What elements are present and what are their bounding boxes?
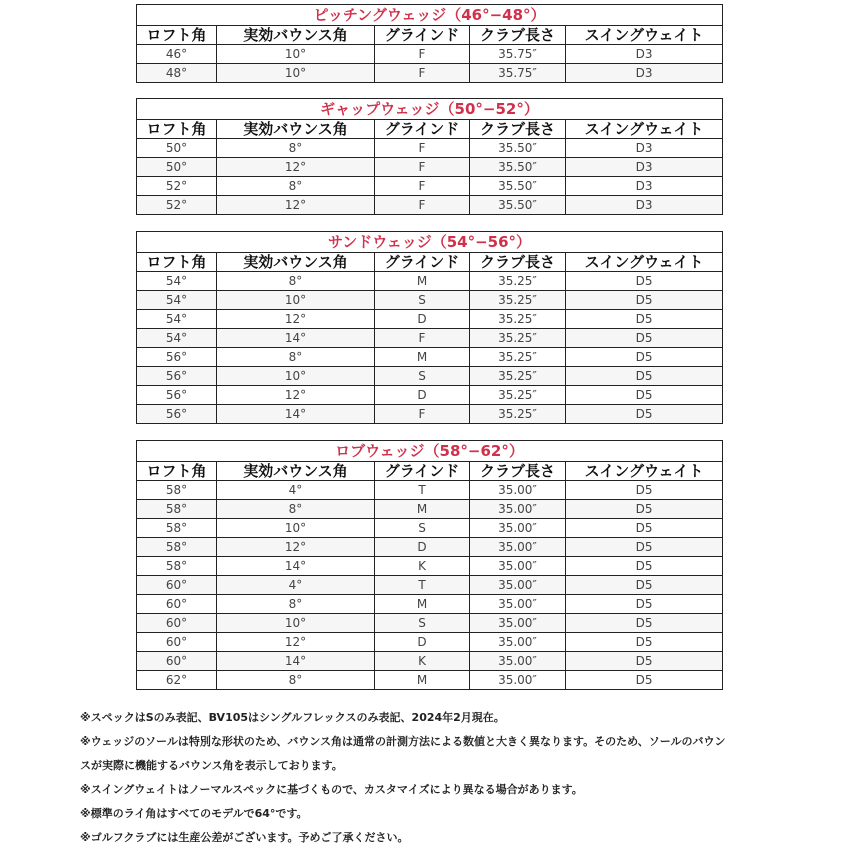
- header-swing-weight: スイングウェイト: [566, 253, 723, 272]
- cell-bounce-angle: 14°: [217, 405, 375, 424]
- header-loft-angle: ロフト角: [137, 26, 217, 45]
- pitching-wedge-spec-table: [136, 4, 722, 83]
- cell-grind: F: [375, 139, 470, 158]
- cell-loft-angle: 58°: [137, 500, 217, 519]
- cell-bounce-angle: 14°: [217, 557, 375, 576]
- table-row: [137, 310, 723, 329]
- cell-loft-angle: 58°: [137, 519, 217, 538]
- header-club-length: クラブ長さ: [470, 462, 566, 481]
- cell-loft-angle: 54°: [137, 329, 217, 348]
- cell-bounce-angle: 12°: [217, 158, 375, 177]
- cell-bounce-angle: 10°: [217, 291, 375, 310]
- cell-grind: T: [375, 481, 470, 500]
- cell-grind: D: [375, 538, 470, 557]
- cell-swing-weight: D3: [566, 177, 723, 196]
- cell-club-length: 35.25″: [470, 272, 566, 291]
- cell-bounce-angle: 8°: [217, 500, 375, 519]
- gap-wedge-spec-table: [136, 98, 722, 215]
- cell-swing-weight: D3: [566, 196, 723, 215]
- table-row: [137, 538, 723, 557]
- cell-club-length: 35.00″: [470, 538, 566, 557]
- header-swing-weight: スイングウェイト: [566, 462, 723, 481]
- cell-club-length: 35.50″: [470, 196, 566, 215]
- cell-grind: F: [375, 177, 470, 196]
- header-loft-angle: ロフト角: [137, 462, 217, 481]
- table-row: [137, 291, 723, 310]
- header-grind: グラインド: [375, 26, 470, 45]
- cell-club-length: 35.25″: [470, 310, 566, 329]
- table-row: [137, 633, 723, 652]
- cell-bounce-angle: 4°: [217, 481, 375, 500]
- note-swing-weight: ※スイングウェイトはノーマルスペックに基づくもので、カスタマイズにより異なる場合があります。: [80, 783, 583, 796]
- table-row: [137, 329, 723, 348]
- cell-grind: D: [375, 310, 470, 329]
- table-row: [137, 139, 723, 158]
- cell-club-length: 35.75″: [470, 64, 566, 83]
- lob-wedge-spec-table: [136, 440, 722, 690]
- cell-swing-weight: D5: [566, 576, 723, 595]
- cell-loft-angle: 52°: [137, 196, 217, 215]
- table-header-row: [137, 462, 723, 481]
- cell-bounce-angle: 4°: [217, 576, 375, 595]
- cell-loft-angle: 56°: [137, 386, 217, 405]
- cell-club-length: 35.25″: [470, 348, 566, 367]
- table-header-row: [137, 120, 723, 139]
- cell-club-length: 35.75″: [470, 45, 566, 64]
- note-bounce-angle: ※ウェッジのソールは特別な形状のため、バウンス角は通常の計測方法による数値と大きく異なります。そのため、ソールのバウン: [80, 735, 726, 748]
- table-title: ロブウェッジ（58°−62°）: [137, 441, 723, 462]
- note-lie-angle: ※標準のライ角はすべてのモデルで64°です。: [80, 807, 308, 820]
- table-header-row: [137, 26, 723, 45]
- header-bounce-angle: 実効バウンス角: [217, 253, 375, 272]
- cell-bounce-angle: 8°: [217, 177, 375, 196]
- note-spec-basis: ※スペックはSのみ表記、BV105はシングルフレックスのみ表記、2024年2月現在。: [80, 711, 505, 724]
- cell-club-length: 35.00″: [470, 557, 566, 576]
- header-swing-weight: スイングウェイト: [566, 120, 723, 139]
- cell-club-length: 35.25″: [470, 386, 566, 405]
- cell-grind: D: [375, 386, 470, 405]
- cell-loft-angle: 56°: [137, 367, 217, 386]
- sand-wedge-spec-table: [136, 231, 722, 424]
- cell-bounce-angle: 12°: [217, 310, 375, 329]
- cell-bounce-angle: 10°: [217, 367, 375, 386]
- cell-club-length: 35.25″: [470, 367, 566, 386]
- cell-swing-weight: D5: [566, 329, 723, 348]
- header-club-length: クラブ長さ: [470, 26, 566, 45]
- cell-club-length: 35.00″: [470, 671, 566, 690]
- cell-grind: F: [375, 158, 470, 177]
- cell-club-length: 35.25″: [470, 291, 566, 310]
- cell-swing-weight: D5: [566, 272, 723, 291]
- spec-table: [136, 98, 723, 215]
- cell-loft-angle: 52°: [137, 177, 217, 196]
- cell-loft-angle: 50°: [137, 158, 217, 177]
- table-row: [137, 519, 723, 538]
- cell-swing-weight: D5: [566, 481, 723, 500]
- cell-swing-weight: D5: [566, 310, 723, 329]
- cell-club-length: 35.00″: [470, 633, 566, 652]
- cell-swing-weight: D3: [566, 139, 723, 158]
- table-row: [137, 158, 723, 177]
- cell-grind: M: [375, 348, 470, 367]
- cell-club-length: 35.00″: [470, 500, 566, 519]
- cell-swing-weight: D5: [566, 538, 723, 557]
- cell-swing-weight: D3: [566, 45, 723, 64]
- table-title: ギャップウェッジ（50°−52°）: [137, 99, 723, 120]
- cell-club-length: 35.00″: [470, 519, 566, 538]
- cell-loft-angle: 46°: [137, 45, 217, 64]
- table-row: [137, 557, 723, 576]
- table-row: [137, 64, 723, 83]
- header-bounce-angle: 実効バウンス角: [217, 462, 375, 481]
- table-row: [137, 348, 723, 367]
- cell-grind: T: [375, 576, 470, 595]
- cell-swing-weight: D5: [566, 519, 723, 538]
- cell-grind: S: [375, 367, 470, 386]
- spec-table: [136, 4, 723, 83]
- cell-grind: F: [375, 405, 470, 424]
- header-bounce-angle: 実効バウンス角: [217, 120, 375, 139]
- table-row: [137, 386, 723, 405]
- cell-loft-angle: 60°: [137, 595, 217, 614]
- cell-grind: S: [375, 291, 470, 310]
- header-grind: グラインド: [375, 253, 470, 272]
- cell-club-length: 35.00″: [470, 576, 566, 595]
- cell-loft-angle: 60°: [137, 614, 217, 633]
- cell-grind: K: [375, 557, 470, 576]
- cell-swing-weight: D3: [566, 158, 723, 177]
- cell-club-length: 35.25″: [470, 405, 566, 424]
- table-row: [137, 652, 723, 671]
- header-grind: グラインド: [375, 462, 470, 481]
- cell-swing-weight: D5: [566, 405, 723, 424]
- header-swing-weight: スイングウェイト: [566, 26, 723, 45]
- cell-loft-angle: 54°: [137, 291, 217, 310]
- cell-loft-angle: 60°: [137, 576, 217, 595]
- cell-swing-weight: D5: [566, 671, 723, 690]
- cell-bounce-angle: 12°: [217, 538, 375, 557]
- cell-swing-weight: D5: [566, 652, 723, 671]
- cell-bounce-angle: 10°: [217, 45, 375, 64]
- cell-club-length: 35.00″: [470, 595, 566, 614]
- table-title: ピッチングウェッジ（46°−48°）: [137, 5, 723, 26]
- cell-club-length: 35.00″: [470, 614, 566, 633]
- cell-loft-angle: 62°: [137, 671, 217, 690]
- cell-grind: D: [375, 633, 470, 652]
- cell-swing-weight: D5: [566, 348, 723, 367]
- cell-bounce-angle: 10°: [217, 64, 375, 83]
- table-row: [137, 367, 723, 386]
- cell-swing-weight: D5: [566, 595, 723, 614]
- cell-club-length: 35.00″: [470, 481, 566, 500]
- table-row: [137, 614, 723, 633]
- cell-loft-angle: 56°: [137, 405, 217, 424]
- cell-grind: M: [375, 500, 470, 519]
- cell-loft-angle: 60°: [137, 652, 217, 671]
- header-bounce-angle: 実効バウンス角: [217, 26, 375, 45]
- cell-bounce-angle: 10°: [217, 614, 375, 633]
- cell-loft-angle: 56°: [137, 348, 217, 367]
- table-row: [137, 177, 723, 196]
- cell-club-length: 35.50″: [470, 139, 566, 158]
- spec-table: [136, 440, 723, 690]
- table-row: [137, 405, 723, 424]
- cell-loft-angle: 54°: [137, 310, 217, 329]
- header-club-length: クラブ長さ: [470, 120, 566, 139]
- table-row: [137, 196, 723, 215]
- cell-swing-weight: D3: [566, 64, 723, 83]
- spec-table: [136, 231, 723, 424]
- cell-grind: F: [375, 329, 470, 348]
- cell-loft-angle: 50°: [137, 139, 217, 158]
- cell-loft-angle: 58°: [137, 538, 217, 557]
- table-row: [137, 500, 723, 519]
- cell-bounce-angle: 8°: [217, 348, 375, 367]
- table-header-row: [137, 253, 723, 272]
- header-grind: グラインド: [375, 120, 470, 139]
- table-row: [137, 576, 723, 595]
- cell-swing-weight: D5: [566, 633, 723, 652]
- cell-grind: S: [375, 519, 470, 538]
- cell-grind: F: [375, 64, 470, 83]
- cell-grind: M: [375, 671, 470, 690]
- cell-bounce-angle: 12°: [217, 196, 375, 215]
- cell-bounce-angle: 8°: [217, 272, 375, 291]
- header-loft-angle: ロフト角: [137, 253, 217, 272]
- cell-bounce-angle: 12°: [217, 386, 375, 405]
- note-bounce-angle-cont: スが実際に機能するバウンス角を表示しております。: [80, 759, 343, 772]
- cell-grind: M: [375, 595, 470, 614]
- cell-swing-weight: D5: [566, 291, 723, 310]
- cell-club-length: 35.00″: [470, 652, 566, 671]
- cell-grind: M: [375, 272, 470, 291]
- cell-bounce-angle: 14°: [217, 329, 375, 348]
- cell-bounce-angle: 8°: [217, 595, 375, 614]
- table-title: サンドウェッジ（54°−56°）: [137, 232, 723, 253]
- cell-bounce-angle: 8°: [217, 671, 375, 690]
- cell-swing-weight: D5: [566, 557, 723, 576]
- cell-loft-angle: 54°: [137, 272, 217, 291]
- header-club-length: クラブ長さ: [470, 253, 566, 272]
- cell-bounce-angle: 8°: [217, 139, 375, 158]
- table-row: [137, 272, 723, 291]
- cell-loft-angle: 48°: [137, 64, 217, 83]
- cell-club-length: 35.50″: [470, 177, 566, 196]
- cell-bounce-angle: 14°: [217, 652, 375, 671]
- cell-swing-weight: D5: [566, 614, 723, 633]
- cell-club-length: 35.50″: [470, 158, 566, 177]
- cell-bounce-angle: 12°: [217, 633, 375, 652]
- note-tolerance: ※ゴルフクラブには生産公差がございます。予めご了承ください。: [80, 831, 409, 844]
- cell-swing-weight: D5: [566, 367, 723, 386]
- cell-loft-angle: 60°: [137, 633, 217, 652]
- cell-club-length: 35.25″: [470, 329, 566, 348]
- cell-loft-angle: 58°: [137, 481, 217, 500]
- cell-grind: K: [375, 652, 470, 671]
- cell-swing-weight: D5: [566, 500, 723, 519]
- table-row: [137, 595, 723, 614]
- table-row: [137, 671, 723, 690]
- cell-grind: F: [375, 45, 470, 64]
- table-row: [137, 45, 723, 64]
- cell-bounce-angle: 10°: [217, 519, 375, 538]
- header-loft-angle: ロフト角: [137, 120, 217, 139]
- cell-loft-angle: 58°: [137, 557, 217, 576]
- cell-swing-weight: D5: [566, 386, 723, 405]
- table-row: [137, 481, 723, 500]
- spec-notes: [80, 706, 800, 850]
- cell-grind: S: [375, 614, 470, 633]
- cell-grind: F: [375, 196, 470, 215]
